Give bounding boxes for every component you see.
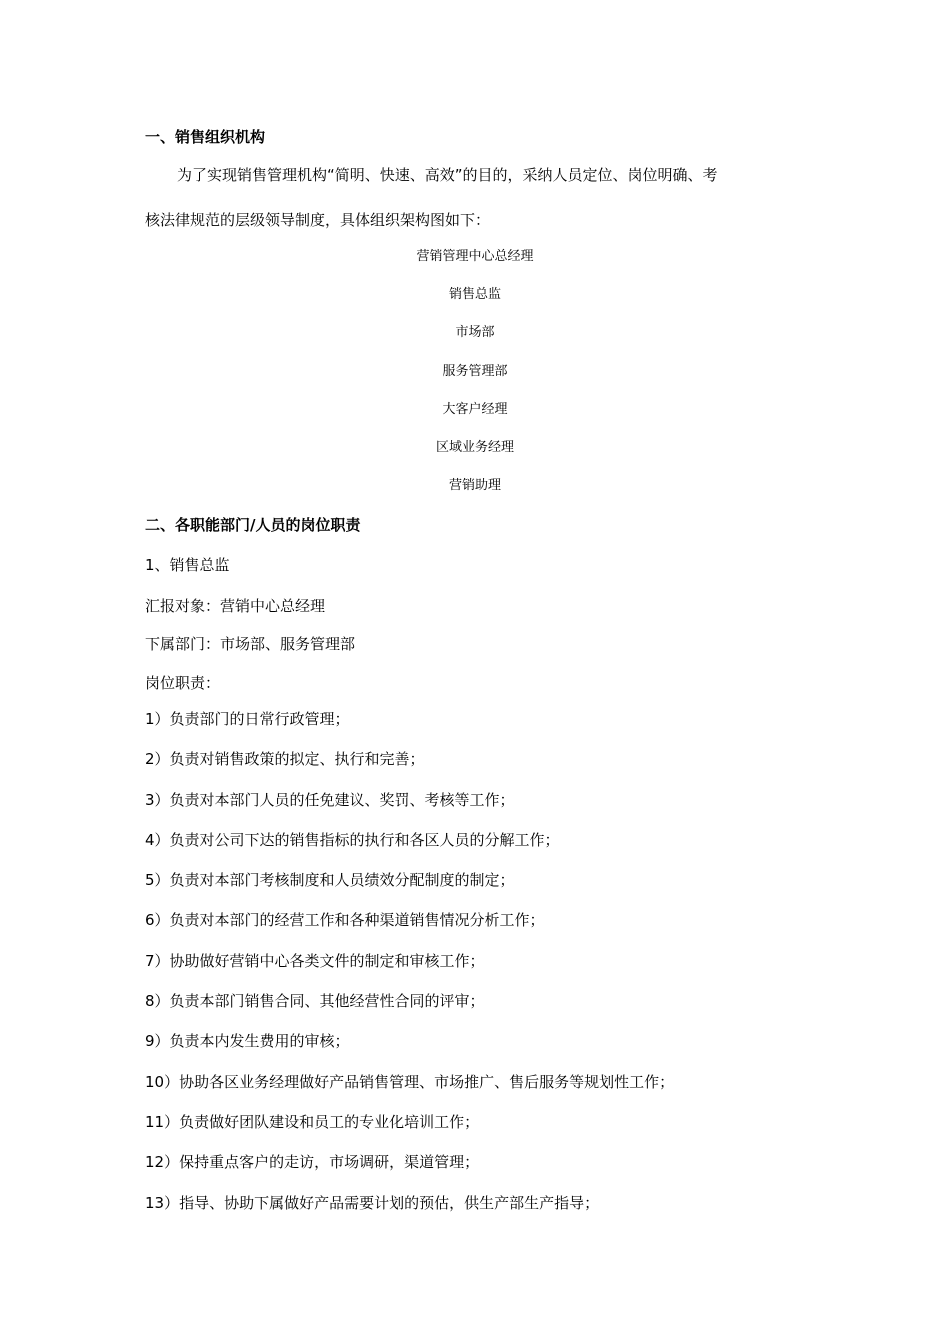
duty-item: 7）协助做好营销中心各类文件的制定和审核工作； [145,951,485,970]
duties-list [145,709,674,1233]
duty-item: 1）负责部门的日常行政管理； [145,710,350,728]
duty-item: 10）协助各区业务经理做好产品销售管理、市场推广、售后服务等规划性工作； [145,1072,675,1091]
org-node-sales-assistant: 营销助理 [448,478,501,494]
duty-item: 11）负责做好团队建设和员工的专业化培训工作； [145,1112,480,1131]
report-to-line: 汇报对象：营销中心总经理 [145,597,326,615]
duty-item: 3）负责对本部门人员的任免建议、奖罚、考核等工作； [145,790,515,809]
org-node-sales-director: 销售总监 [448,287,501,303]
duty-item: 4）负责对公司下达的销售指标的执行和各区人员的分解工作； [145,830,560,849]
duty-item: 9）负责本内发生费用的审核； [145,1032,350,1051]
duty-item: 8）负责本部门销售合同、其他经营性合同的评审； [145,992,485,1011]
org-node-general-manager: 营销管理中心总经理 [416,249,534,264]
org-node-key-account-manager: 大客户经理 [442,401,508,417]
duty-item: 12）保持重点客户的走访，市场调研，渠道管理； [145,1153,480,1172]
section-1-paragraph [145,165,805,230]
duties-label: 岗位职责： [145,674,221,692]
section-2-heading: 二、各职能部门/人员的岗位职责 [145,516,361,534]
org-node-regional-manager: 区域业务经理 [435,439,514,455]
org-node-marketing-dept: 市场部 [455,325,495,341]
section-1-heading: 一、销售组织机构 [145,128,266,146]
duty-item: 2）负责对销售政策的拟定、执行和完善； [145,750,425,769]
org-node-service-dept: 服务管理部 [442,363,508,379]
paragraph-line: 核法律规范的层级领导制度，具体组织架构图如下： [145,211,491,229]
subsection-title: 1、销售总监 [145,556,230,574]
duty-item: 13）指导、协助下属做好产品需要计划的预估，供生产部生产指导； [145,1193,600,1212]
duty-item: 6）负责对本部门的经营工作和各种渠道销售情况分析工作； [145,911,545,930]
paragraph-line: 为了实现销售管理机构“简明、快速、高效”的目的，采纳人员定位、岗位明确、考 [177,166,718,184]
duty-item: 5）负责对本部门考核制度和人员绩效分配制度的制定； [145,871,515,890]
subordinates-line: 下属部门：市场部、服务管理部 [145,635,356,653]
org-chart [0,247,950,514]
